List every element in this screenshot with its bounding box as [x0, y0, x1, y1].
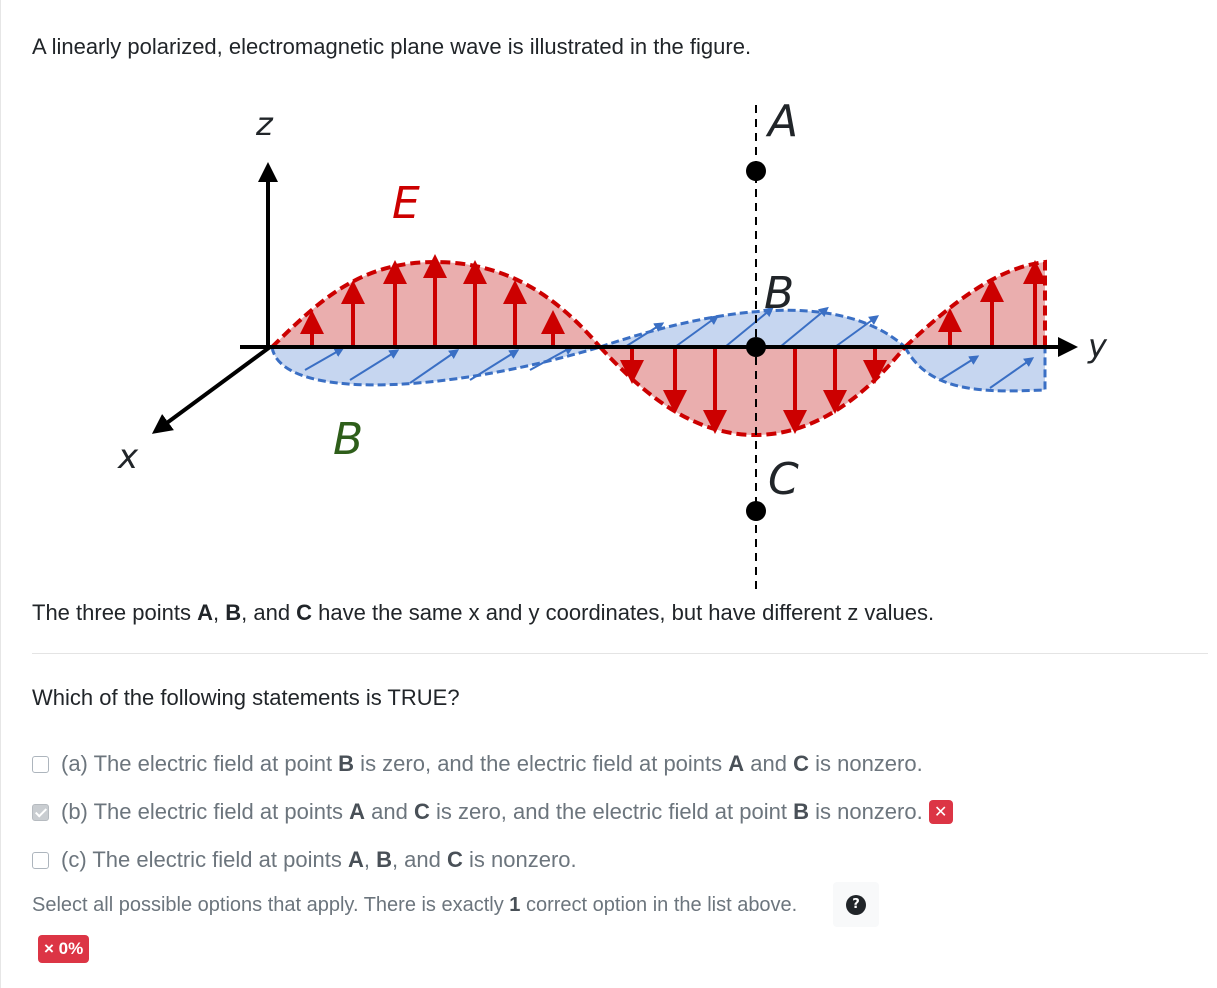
option-b[interactable]: [32, 799, 953, 825]
b-field-lobe-3: [905, 347, 1045, 391]
e-field-lobe-3: [905, 262, 1045, 347]
question-intro: A linearly polarized, electromagnetic plane wave is illustrated in the figure.: [32, 34, 752, 59]
point-C-label: C: [768, 454, 799, 505]
selection-hint: Select all possible options that apply. There is exactly 1 correct option in the list above.: [32, 894, 798, 916]
question-circle-icon: ?: [846, 895, 866, 915]
points-description: The three points A, B, and C have the same x and y coordinates, but have different z values.: [32, 600, 935, 625]
option-b-checkbox[interactable]: [32, 804, 49, 821]
incorrect-mark-icon: ✕: [929, 800, 953, 824]
score-badge: × 0%: [38, 935, 89, 963]
section-divider: [32, 653, 1208, 654]
y-axis-label: y: [1088, 327, 1107, 365]
e-field-lobe-2: [600, 347, 905, 435]
x-axis: [160, 347, 270, 428]
e-field-label: E: [392, 178, 420, 229]
point-C-dot: [746, 501, 766, 521]
option-c-label: (c) The electric field at points A, B, and C is nonzero.: [61, 847, 577, 872]
option-b-label: (b) The electric field at points A and C is zero, and the electric field at point B is nonzero.: [61, 799, 923, 824]
b-field-label: B: [333, 414, 364, 465]
point-A-dot: [746, 161, 766, 181]
option-c-checkbox[interactable]: [32, 852, 49, 869]
point-A-label: A: [768, 96, 799, 147]
option-c[interactable]: [32, 847, 577, 873]
help-button[interactable]: [833, 882, 879, 927]
question-prompt: Which of the following statements is TRUE?: [32, 685, 460, 710]
option-a-label: (a) The electric field at point B is zero, and the electric field at points A and C is nonzero.: [61, 751, 923, 776]
point-B-dot: [746, 337, 766, 357]
x-axis-label: x: [118, 437, 139, 477]
option-a[interactable]: [32, 751, 923, 777]
z-axis-label: z: [256, 105, 273, 143]
point-B-label: B: [764, 268, 795, 319]
option-a-checkbox[interactable]: [32, 756, 49, 773]
